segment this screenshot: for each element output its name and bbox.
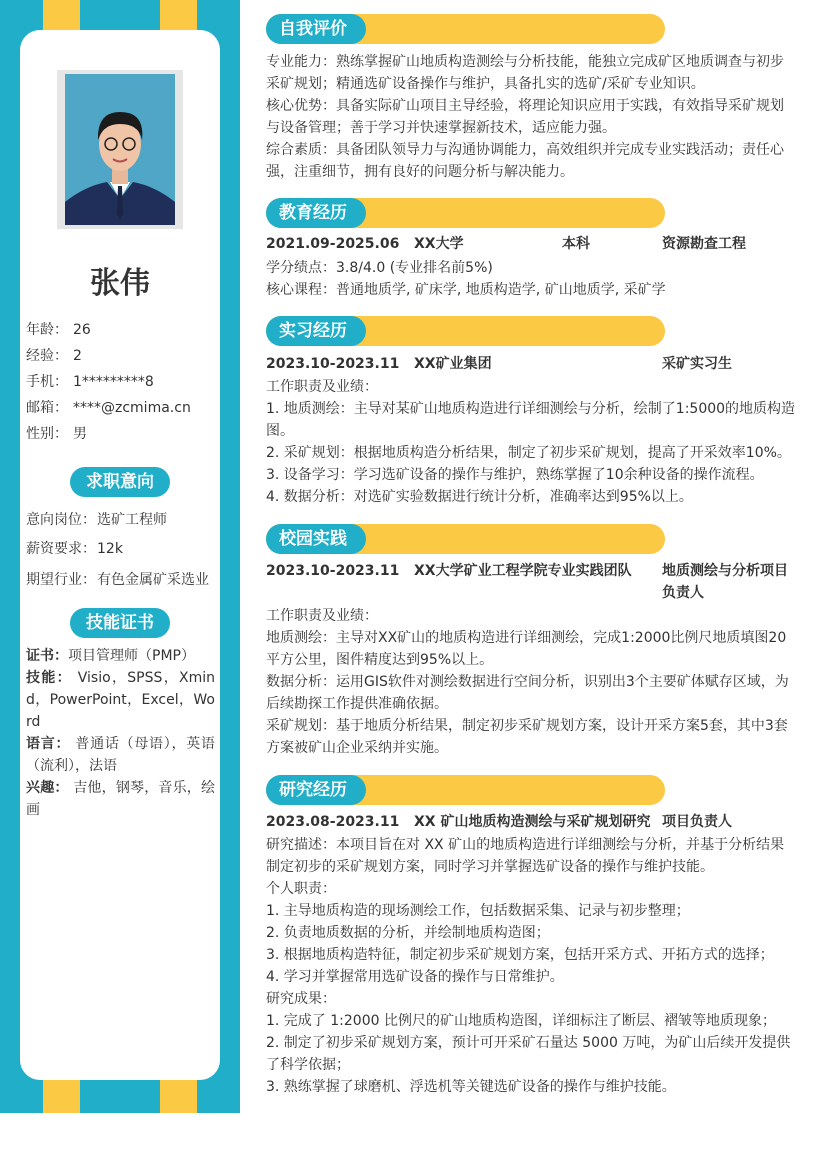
project: XX 矿山地质构造测绘与采矿规划研究 [414, 814, 651, 830]
job-label: 薪资要求： [26, 541, 96, 557]
degree: 本科 [562, 236, 590, 252]
top-stripe [43, 0, 80, 30]
text-line: 2. 采矿规划：根据地质构造分析结果，制定了初步采矿规划，提高了开采效率10%。 [266, 445, 791, 461]
job-intent-heading: 求职意向 [70, 467, 170, 497]
section-header [266, 316, 665, 346]
role: 项目负责人 [662, 814, 732, 830]
info-age [26, 317, 91, 343]
text-line: 研究描述：本项目旨在对 XX 矿山的地质构造进行详细测绘与分析，并基于分析结果制定初步的采矿规划方案，同时学习并掌握选矿设备的操作与维护技能。 [266, 837, 785, 875]
skill-label: 证书： [26, 648, 68, 664]
text-line: 研究成果： [266, 991, 336, 1007]
skill-value: 吉他，钢琴，音乐，绘画 [26, 780, 216, 818]
skill-item [26, 733, 215, 777]
research-row [266, 811, 796, 833]
skill-value: 项目管理师（PMP） [68, 648, 195, 664]
section-header [266, 14, 665, 44]
info-experience [26, 343, 82, 369]
text-line: 学分绩点：3.8/4.0 (专业排名前5%) [266, 260, 493, 276]
text-line: 工作职责及业绩： [266, 608, 378, 624]
text-line: 核心课程：普通地质学, 矿床学, 地质构造学, 矿山地质学, 采矿学 [266, 282, 666, 298]
info-gender [26, 421, 87, 447]
role: 地质测绘与分析项目负责人 [662, 563, 788, 601]
text-line: 1. 地质测绘：主导对某矿山地质构造进行详细测绘与分析，绘制了1:5000的地质构造图。 [266, 401, 796, 439]
text-line: 1. 完成了 1:2000 比例尺的矿山地质构造图，详细标注了断层、褶皱等地质现象； [266, 1013, 776, 1029]
text-line: 4. 学习并掌握常用选矿设备的操作与日常维护。 [266, 969, 564, 985]
skills-list [26, 645, 215, 821]
text-line: 3. 根据地质构造特征，制定初步采矿规划方案，包括开采方式、开拓方式的选择； [266, 947, 774, 963]
section-education [266, 198, 796, 301]
section-title: 研究经历 [266, 775, 366, 805]
profile-photo [57, 70, 183, 229]
info-label: 邮箱： [26, 400, 68, 416]
info-label: 经验： [26, 348, 68, 364]
text-line: 工作职责及业绩： [266, 379, 378, 395]
section-header [266, 198, 665, 228]
internship-row [266, 353, 796, 375]
campus-row [266, 560, 796, 604]
text-line: 2. 负责地质数据的分析，并绘制地质构造图； [266, 925, 550, 941]
section-title: 校园实践 [266, 524, 366, 554]
text-line: 核心优势：具备实际矿山项目主导经验，将理论知识应用于实践，有效指导采矿规划与设备管理；善于学习并快速掌握新技术，适应能力强。 [266, 98, 784, 136]
bottom-stripe [43, 1080, 80, 1113]
text-line: 地质测绘：主导对XX矿山的地质构造进行详细测绘，完成1:2000比例尺地质填图20平方公里，图件精度达到95%以上。 [266, 630, 787, 668]
text-line: 4. 数据分析：对选矿实验数据进行统计分析，准确率达到95%以上。 [266, 489, 693, 505]
candidate-name: 张伟 [90, 266, 150, 301]
skills-heading: 技能证书 [70, 608, 170, 638]
major: 资源勘查工程 [662, 236, 746, 252]
info-value: 1*********8 [73, 374, 154, 390]
school: XX大学 [414, 236, 464, 252]
date: 2021.09-2025.06 [266, 236, 400, 252]
text-line: 个人职责： [266, 881, 336, 897]
text-line: 2. 制定了初步采矿规划方案，预计可开采矿石量达 5000 万吨，为矿山后续开发提供了科学依据； [266, 1035, 791, 1073]
job-value: 选矿工程师 [97, 512, 167, 528]
info-label: 性别： [26, 426, 68, 442]
job-item [26, 566, 220, 595]
text-line: 3. 设备学习：学习选矿设备的操作与维护，熟练掌握了10余种设备的操作流程。 [266, 467, 764, 483]
role: 采矿实习生 [662, 356, 732, 372]
job-value: 12k [97, 541, 123, 557]
skill-item [26, 645, 215, 667]
education-row [266, 233, 796, 255]
info-value: ****@zcmima.cn [73, 400, 191, 416]
job-item [26, 535, 220, 564]
skill-value: Visio，SPSS，Xmind，PowerPoint，Excel，Word [26, 670, 216, 730]
section-title: 实习经历 [266, 316, 366, 346]
info-label: 年龄： [26, 322, 68, 338]
skill-label: 兴趣： [26, 780, 69, 796]
bottom-stripe [160, 1080, 197, 1113]
text-line: 数据分析：运用GIS软件对测绘数据进行空间分析，识别出3个主要矿体赋存区域，为后续勘探工作提供准确依据。 [266, 674, 789, 712]
skill-label: 语言： [26, 736, 71, 752]
info-value: 26 [73, 322, 91, 338]
job-label: 期望行业： [26, 572, 96, 588]
text-line: 3. 熟练掌握了球磨机、浮选机等关键选矿设备的操作与维护技能。 [266, 1079, 676, 1095]
info-email [26, 395, 191, 421]
text-line: 采矿规划：基于地质分析结果，制定初步采矿规划方案，设计开采方案5套，其中3套方案被矿山企业采纳并实施。 [266, 718, 788, 756]
section-self-eval [266, 14, 796, 183]
info-phone [26, 369, 154, 395]
organization: XX矿业集团 [414, 356, 492, 372]
skill-value: 普通话（母语），英语（流利），法语 [26, 736, 215, 774]
section-header [266, 524, 665, 554]
section-title: 教育经历 [266, 198, 366, 228]
info-value: 男 [73, 426, 87, 442]
top-stripe [160, 0, 197, 30]
text-line: 综合素质：具备团队领导力与沟通协调能力，高效组织并完成专业实践活动；责任心强，注重细节，拥有良好的问题分析与解决能力。 [266, 142, 784, 180]
text-line: 1. 主导地质构造的现场测绘工作，包括数据采集、记录与初步整理； [266, 903, 690, 919]
skill-item [26, 667, 215, 733]
organization: XX大学矿业工程学院专业实践团队 [414, 563, 632, 579]
section-header [266, 775, 665, 805]
date: 2023.10-2023.11 [266, 356, 400, 372]
skill-label: 技能： [26, 670, 72, 686]
section-title: 自我评价 [266, 14, 366, 44]
job-label: 意向岗位： [26, 512, 96, 528]
date: 2023.08-2023.11 [266, 814, 400, 830]
text-line: 专业能力：熟练掌握矿山地质构造测绘与分析技能，能独立完成矿区地质调查与初步采矿规划；精通选矿设备操作与维护，具备扎实的选矿/采矿专业知识。 [266, 54, 784, 92]
info-value: 2 [73, 348, 82, 364]
job-value: 有色金属矿采选业 [97, 572, 209, 588]
section-campus [266, 524, 796, 759]
info-label: 手机： [26, 374, 68, 390]
job-item [26, 506, 220, 535]
section-research [266, 775, 796, 1098]
section-internship [266, 316, 796, 508]
date: 2023.10-2023.11 [266, 563, 400, 579]
skill-item [26, 777, 215, 821]
